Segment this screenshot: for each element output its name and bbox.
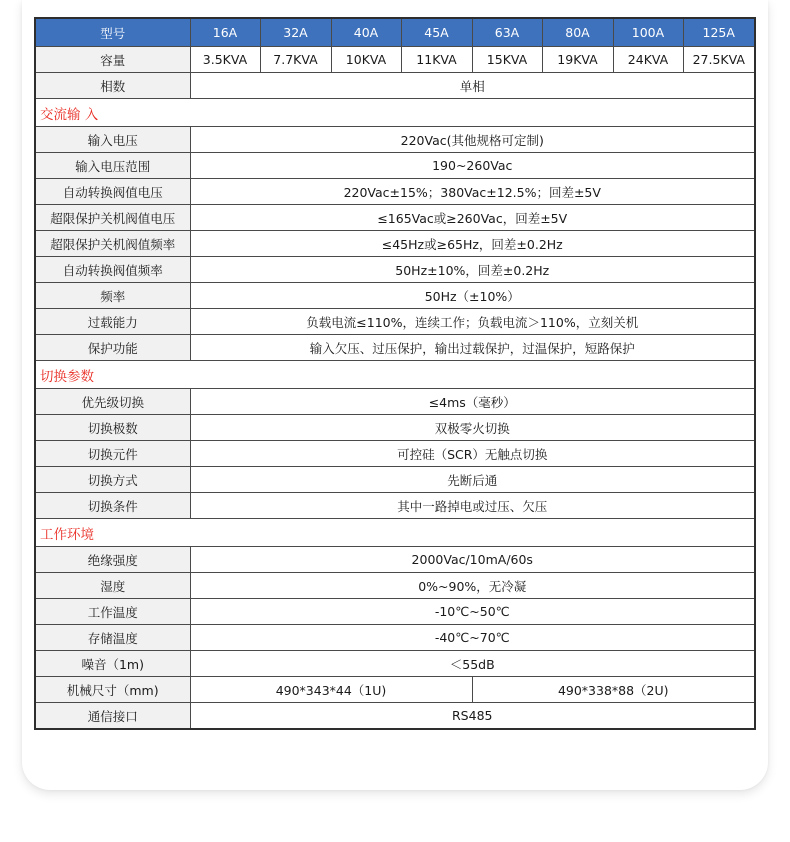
table-row	[35, 599, 755, 625]
phase-value: 单相	[190, 73, 755, 99]
table-row	[35, 547, 755, 573]
dimensions-row	[35, 677, 755, 703]
row-value: 双极零火切换	[190, 415, 755, 441]
phase-label: 相数	[35, 73, 190, 99]
table-row	[35, 205, 755, 231]
row-label: 输入电压范围	[35, 153, 190, 179]
row-value: 先断后通	[190, 467, 755, 493]
row-label: 切换极数	[35, 415, 190, 441]
row-label: 优先级切换	[35, 389, 190, 415]
row-label: 输入电压	[35, 127, 190, 153]
row-label: 存储温度	[35, 625, 190, 651]
model-40a: 40A	[331, 18, 401, 47]
row-value: 0%~90%，无冷凝	[190, 573, 755, 599]
row-label: 自动转换阀值电压	[35, 179, 190, 205]
model-100a: 100A	[613, 18, 683, 47]
row-label: 保护功能	[35, 335, 190, 361]
model-63a: 63A	[472, 18, 542, 47]
row-value: 50Hz（±10%）	[190, 283, 755, 309]
capacity-row	[35, 47, 755, 73]
dimensions-1u: 490*343*44（1U)	[190, 677, 472, 703]
phase-row	[35, 73, 755, 99]
row-value: 190~260Vac	[190, 153, 755, 179]
table-row	[35, 651, 755, 677]
section-title: 交流输 入	[35, 99, 755, 127]
interface-value: RS485	[190, 703, 755, 730]
table-row	[35, 467, 755, 493]
capacity-value: 24KVA	[613, 47, 683, 73]
row-label: 湿度	[35, 573, 190, 599]
section-title: 切换参数	[35, 361, 755, 389]
row-value: -40℃~70℃	[190, 625, 755, 651]
row-label: 切换方式	[35, 467, 190, 493]
capacity-value: 11KVA	[401, 47, 472, 73]
row-label: 过载能力	[35, 309, 190, 335]
section-ac-input	[35, 99, 755, 127]
table-row	[35, 127, 755, 153]
row-label: 超限保护关机阀值频率	[35, 231, 190, 257]
capacity-value: 27.5KVA	[683, 47, 755, 73]
row-label: 切换条件	[35, 493, 190, 519]
row-value: ≤45Hz或≥65Hz，回差±0.2Hz	[190, 231, 755, 257]
row-value: 50Hz±10%，回差±0.2Hz	[190, 257, 755, 283]
row-value: -10℃~50℃	[190, 599, 755, 625]
table-row	[35, 179, 755, 205]
row-label: 频率	[35, 283, 190, 309]
table-row	[35, 441, 755, 467]
row-value: 可控硅（SCR）无触点切换	[190, 441, 755, 467]
table-row	[35, 335, 755, 361]
row-value: 220Vac(其他规格可定制)	[190, 127, 755, 153]
table-row	[35, 283, 755, 309]
row-label: 绝缘强度	[35, 547, 190, 573]
model-125a: 125A	[683, 18, 755, 47]
row-value: 2000Vac/10mA/60s	[190, 547, 755, 573]
row-value: ≤165Vac或≥260Vac，回差±5V	[190, 205, 755, 231]
capacity-value: 19KVA	[542, 47, 613, 73]
row-value: 220Vac±15%；380Vac±12.5%；回差±5V	[190, 179, 755, 205]
table-row	[35, 309, 755, 335]
table-row	[35, 573, 755, 599]
row-label: 工作温度	[35, 599, 190, 625]
table-row	[35, 231, 755, 257]
row-label: 噪音（1m)	[35, 651, 190, 677]
capacity-value: 3.5KVA	[190, 47, 260, 73]
dimensions-label: 机械尺寸（mm)	[35, 677, 190, 703]
interface-label: 通信接口	[35, 703, 190, 730]
section-title: 工作环境	[35, 519, 755, 547]
section-environment	[35, 519, 755, 547]
row-label: 自动转换阀值频率	[35, 257, 190, 283]
row-value: ＜55dB	[190, 651, 755, 677]
table-row	[35, 625, 755, 651]
section-switching	[35, 361, 755, 389]
dimensions-2u: 490*338*88（2U)	[472, 677, 755, 703]
table-row	[35, 257, 755, 283]
row-value: 其中一路掉电或过压、欠压	[190, 493, 755, 519]
capacity-label: 容量	[35, 47, 190, 73]
row-value: ≤4ms（毫秒）	[190, 389, 755, 415]
table-row	[35, 153, 755, 179]
model-16a: 16A	[190, 18, 260, 47]
header-row	[35, 18, 755, 47]
interface-row	[35, 703, 755, 730]
table-row	[35, 493, 755, 519]
capacity-value: 7.7KVA	[260, 47, 331, 73]
spec-table	[34, 17, 756, 730]
capacity-value: 15KVA	[472, 47, 542, 73]
row-label: 超限保护关机阀值电压	[35, 205, 190, 231]
row-label: 切换元件	[35, 441, 190, 467]
table-row	[35, 389, 755, 415]
model-80a: 80A	[542, 18, 613, 47]
model-45a: 45A	[401, 18, 472, 47]
row-value: 输入欠压、过压保护，输出过载保护，过温保护，短路保护	[190, 335, 755, 361]
model-label: 型号	[35, 18, 190, 47]
capacity-value: 10KVA	[331, 47, 401, 73]
model-32a: 32A	[260, 18, 331, 47]
table-row	[35, 415, 755, 441]
row-value: 负载电流≤110%，连续工作；负载电流＞110%，立刻关机	[190, 309, 755, 335]
